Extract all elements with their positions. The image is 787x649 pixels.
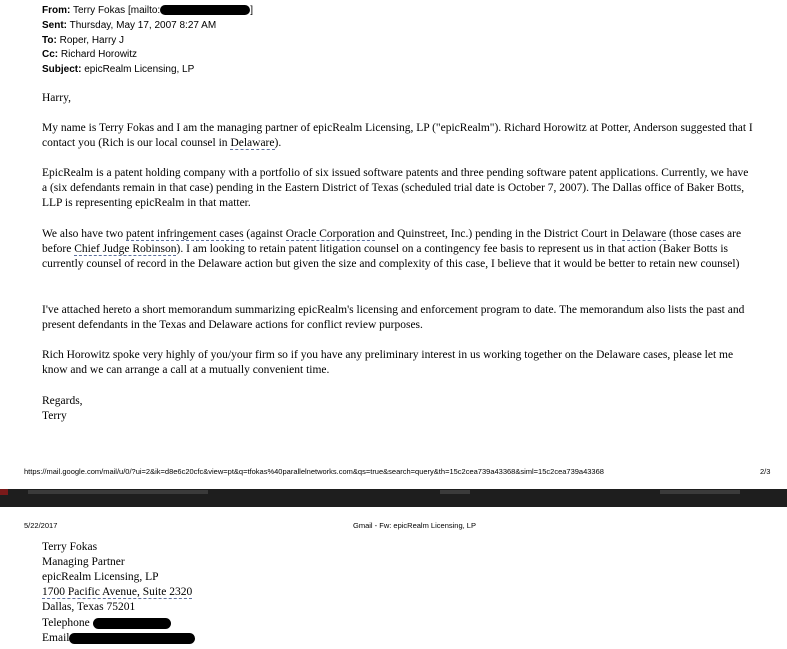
judge-robinson-link[interactable]: Chief Judge Robinson bbox=[74, 243, 177, 255]
cc-value: Richard Horowitz bbox=[60, 49, 138, 60]
signature-telephone bbox=[42, 616, 171, 631]
greeting: Harry, bbox=[42, 92, 71, 104]
page-break-shadow-text bbox=[28, 490, 208, 494]
p1-text-a: My name is Terry Fokas and I am the managing partner of epicRealm Licensing, LP ("epicRealm"). Richard Horowitz at Potter, Anderson suggested that I contact you (Rich is our local counsel in bbox=[42, 122, 753, 149]
email-subject bbox=[42, 62, 194, 77]
email-sent bbox=[42, 18, 216, 33]
paragraph-2: EpicRealm is a patent holding company with a portfolio of six issued software patents and three pending software patent applications. Currently, we have a (six defendants remain in that case) pending in the Eastern District of Texas (scheduled trial date is October 7, 2007). The Dallas office of Baker Botts, LLP is representing epicRealm in that matter. bbox=[42, 167, 749, 209]
closing: Regards, bbox=[42, 395, 83, 407]
paragraph-4: I've attached hereto a short memorandum summarizing epicRealm's licensing and enforcement program to date. The memorandum also lists the past and present defendants in the Texas and Delaware actions for conflict review purposes. bbox=[42, 304, 745, 331]
page-break-marker bbox=[0, 489, 8, 495]
p1-text-b: ). bbox=[274, 137, 282, 149]
subject-label: Subject: bbox=[42, 64, 82, 75]
closing-name: Terry bbox=[42, 410, 67, 422]
signature-address-1 bbox=[42, 585, 192, 600]
p3-text-c: and Quinstreet, Inc.) pending in the District Court in bbox=[374, 228, 622, 240]
sent-label: Sent: bbox=[42, 20, 67, 31]
signature-address-2: Dallas, Texas 75201 bbox=[42, 601, 136, 613]
page-number: 2/3 bbox=[760, 467, 771, 476]
patent-infringement-link[interactable]: patent infringement cases bbox=[126, 228, 244, 240]
paragraph-5: Rich Horowitz spoke very highly of you/your firm so if you have any preliminary interest in us working together on the Delaware cases, please let me know and we can arrange a call at a mutually convenient time. bbox=[42, 349, 734, 376]
email-label: Email bbox=[42, 632, 70, 644]
print-title: Gmail - Fw: epicRealm Licensing, LP bbox=[353, 521, 476, 530]
signature-email bbox=[42, 631, 195, 646]
p3-text-d: (those cases are before bbox=[42, 228, 742, 255]
to-label: To: bbox=[42, 35, 57, 46]
to-value: Roper, Harry J bbox=[59, 35, 125, 46]
delaware-link-2[interactable]: Delaware bbox=[622, 228, 667, 240]
from-value: Terry Fokas [mailto: bbox=[72, 5, 161, 16]
redacted-email bbox=[160, 5, 250, 15]
signature-company: epicRealm Licensing, LP bbox=[42, 571, 159, 583]
page-url: https://mail.google.com/mail/u/0/?ui=2&ik=d8e6c20cfc&view=pt&q=tfokas%40parallelnetworks.com&qs=true&search=query&th=15c2cea739a43368&siml=15c2cea739a43368 bbox=[24, 467, 604, 476]
redacted-telephone bbox=[93, 618, 171, 629]
paragraph-3 bbox=[42, 227, 754, 272]
signature-title: Managing Partner bbox=[42, 556, 125, 568]
paragraph-1 bbox=[42, 121, 754, 151]
email-from bbox=[42, 3, 253, 18]
page-break-shadow-text-2 bbox=[440, 490, 470, 494]
signature-name: Terry Fokas bbox=[42, 541, 98, 553]
delaware-link[interactable]: Delaware bbox=[230, 137, 275, 149]
from-close: ] bbox=[250, 5, 253, 16]
telephone-label: Telephone bbox=[42, 617, 90, 629]
redacted-signature-email bbox=[69, 633, 195, 644]
email-cc bbox=[42, 47, 137, 62]
email-to bbox=[42, 33, 124, 48]
cc-label: Cc: bbox=[42, 49, 59, 60]
p3-text-a: We also have two bbox=[42, 228, 127, 240]
page-break-shadow-text-3 bbox=[660, 490, 740, 494]
print-date: 5/22/2017 bbox=[24, 521, 58, 530]
p3-text-e: ). I am looking to retain patent litigation counsel on a contingency fee basis to represent us in that action (Baker Botts is currently counsel of record in the Delaware action but given the size and complexity of this case, I believe that it would be better to retain new counsel) bbox=[42, 243, 740, 270]
subject-value: epicRealm Licensing, LP bbox=[84, 64, 195, 75]
oracle-link[interactable]: Oracle Corporation bbox=[285, 228, 375, 240]
sent-value: Thursday, May 17, 2007 8:27 AM bbox=[69, 20, 217, 31]
page-break bbox=[0, 489, 787, 507]
p3-text-b: (against bbox=[243, 228, 286, 240]
from-label: From: bbox=[42, 5, 71, 16]
address-link[interactable]: 1700 Pacific Avenue, Suite 2320 bbox=[42, 586, 193, 598]
